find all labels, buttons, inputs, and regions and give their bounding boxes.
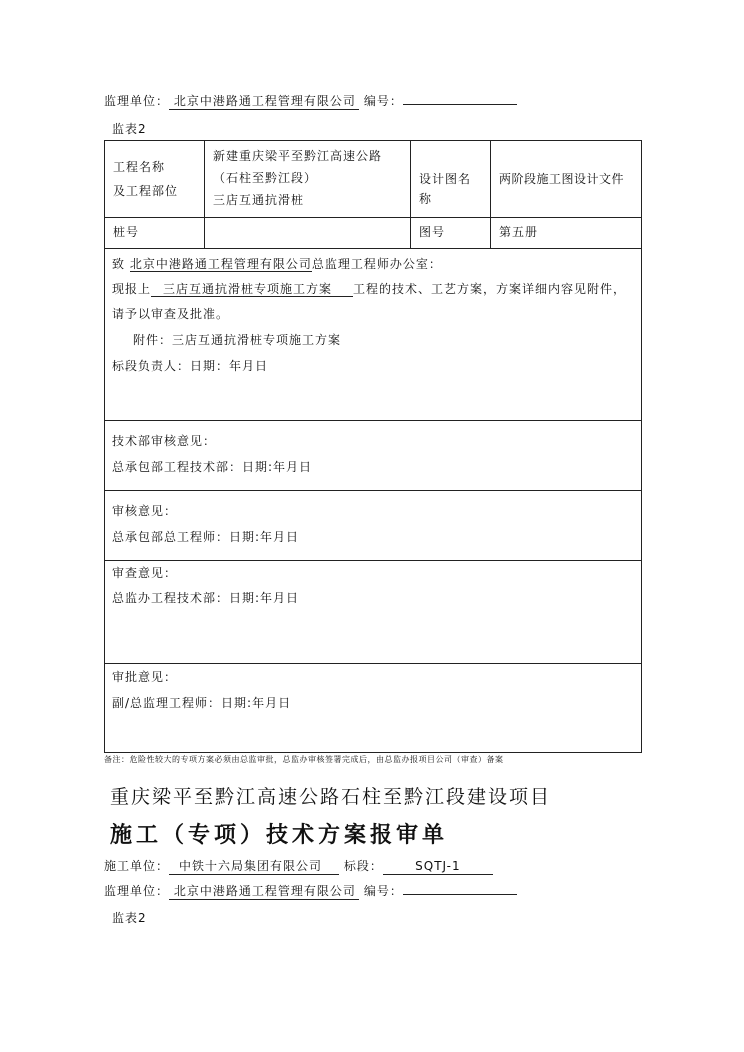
drawing-no-label-cell [411,218,491,249]
project-title: 重庆梁平至黔江高速公路石柱至黔江段建设项目 [110,786,552,808]
bottom-section-label: 标段： [343,859,383,873]
bottom-supervisor-row [104,882,517,900]
top-number-field [403,104,517,105]
project-name-line1: 新建重庆梁平至黔江高速公路 [213,149,383,163]
design-drawing-label-cell [411,141,491,218]
audit-sign: 总承包部总工程师：日期:年月日 [112,530,300,544]
letter-to-line: 致 北京中港路通工程管理有限公司总监理工程师办公室： [112,257,442,271]
station-label: 桩号 [113,225,140,239]
bottom-supervisor-value: 北京中港路通工程管理有限公司 [169,883,359,900]
project-name-label-2: 及工程部位 [113,184,179,198]
top-supervisor-value: 北京中港路通工程管理有限公司 [169,93,359,110]
approve-title: 审批意见： [112,670,178,684]
letter-plan-name: 三店互通抗滑桩专项施工方案 [151,282,353,297]
bottom-form-code: 监表2 [112,911,147,925]
form-title: 施工（专项）技术方案报审单 [110,823,449,848]
design-drawing-value: 两阶段施工图设计文件 [499,172,625,186]
approve-section [105,664,642,753]
top-form-code: 监表2 [112,122,147,136]
letter-section [105,249,642,421]
letter-attachment: 附件：三店互通抗滑桩专项施工方案 [133,333,342,347]
design-drawing-value-cell [491,141,642,218]
bottom-contractor-value: 中铁十六局集团有限公司 [169,858,339,875]
project-name-line2: （石柱至黔江段） [213,171,318,185]
bottom-section-value: SQTJ-1 [383,858,493,875]
letter-request-line: 请予以审查及批准。 [112,307,230,321]
bottom-number-field [403,894,517,895]
top-number-label: 编号： [363,94,403,108]
approve-sign: 副/总监理工程师：日期:年月日 [112,696,292,710]
bottom-supervisor-label: 监理单位： [104,884,170,898]
top-supervisor-label: 监理单位： [104,94,170,108]
bottom-contractor-label: 施工单位： [104,859,170,873]
letter-to-company: 北京中港路通工程管理有限公司 [129,257,312,271]
audit-section [105,491,642,561]
inspect-sign: 总监办工程技术部：日期:年月日 [112,591,300,605]
station-value-cell [205,218,411,249]
tech-review-title: 技术部审核意见： [112,434,217,448]
design-drawing-label: 设计图名称 [419,172,472,206]
bottom-number-label: 编号： [363,884,403,898]
tech-review-sign: 总承包部工程技术部：日期:年月日 [112,460,313,474]
project-name-label-1: 工程名称 [113,160,166,174]
inspect-title: 审查意见： [112,566,178,580]
inspect-section [105,561,642,664]
top-supervisor-row [104,92,517,110]
approval-form-table [104,140,642,753]
letter-submit-line: 现报上 三店互通抗滑桩专项施工方案 工程的技术、工艺方案，方案详细内容见附件， [112,282,627,296]
station-label-cell [105,218,205,249]
footnote: 备注：危险性较大的专项方案必须由总监审批，总监办审核签署完成后，由总监办报项目公司（审查）备案 [104,755,504,764]
project-name-line3: 三店互通抗滑桩 [213,193,305,207]
drawing-no-value-cell [491,218,642,249]
audit-title: 审核意见： [112,504,178,518]
tech-review-section [105,421,642,491]
project-name-label-cell [105,141,205,218]
bottom-contractor-row [104,857,493,875]
drawing-no-value: 第五册 [499,225,539,239]
letter-signoff: 标段负责人：日期：年月日 [112,359,269,373]
drawing-no-label: 图号 [419,225,446,239]
project-name-value-cell [205,141,411,218]
station-value [205,218,410,226]
